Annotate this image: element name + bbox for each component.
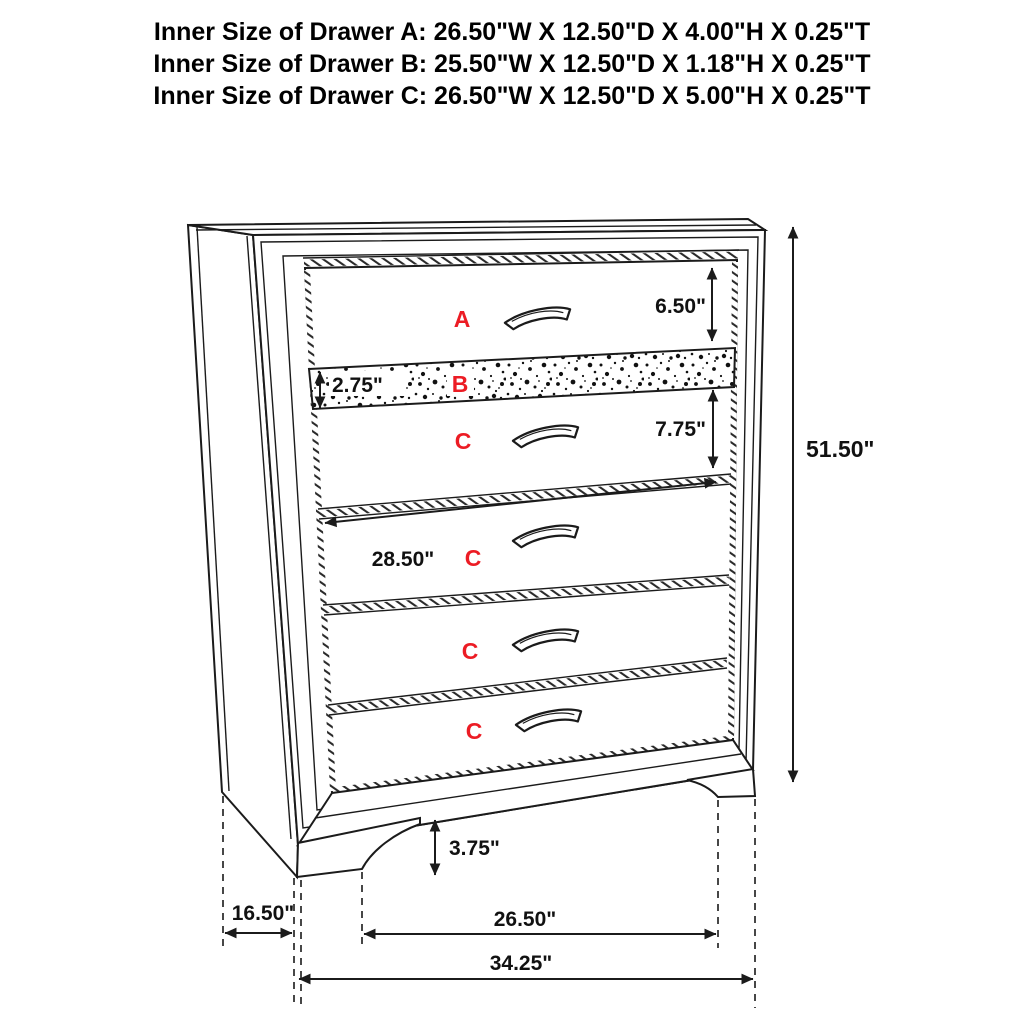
drawer-a-label: A — [453, 306, 471, 332]
dim-leg-height — [435, 820, 500, 875]
dim-side-depth — [225, 902, 294, 933]
dim-label-16-50: 16.50" — [231, 902, 295, 925]
dim-label-2-75: 2.75" — [332, 374, 383, 397]
dim-label-6-50: 6.50" — [655, 295, 706, 318]
dim-label-51-50: 51.50" — [806, 436, 875, 462]
dim-label-3-75: 3.75" — [449, 837, 500, 860]
dim-label-34-25: 34.25" — [489, 952, 553, 975]
dim-label-26-50: 26.50" — [493, 908, 557, 931]
inner-size-line-b: Inner Size of Drawer B: 25.50"W X 12.50"D X 1.18"H X 0.25"T — [153, 50, 871, 78]
dim-feet-inner-width — [364, 908, 716, 934]
drawer-c1-label: C — [454, 428, 472, 454]
drawer-c4-label: C — [465, 718, 483, 744]
drawer-c2-label: C — [464, 545, 482, 571]
dim-overall-width — [299, 952, 753, 979]
inner-size-line-a: Inner Size of Drawer A: 26.50"W X 12.50"D X 4.00"H X 0.25"T — [153, 18, 871, 46]
drawer-c3-label: C — [461, 638, 479, 664]
inner-size-line-c: Inner Size of Drawer C: 26.50"W X 12.50"D X 5.00"H X 0.25"T — [153, 82, 871, 110]
drawer-b-label: B — [451, 371, 469, 397]
dim-overall-height — [793, 227, 874, 782]
dim-label-7-75: 7.75" — [655, 418, 706, 441]
dim-label-28-50: 28.50" — [371, 548, 435, 571]
